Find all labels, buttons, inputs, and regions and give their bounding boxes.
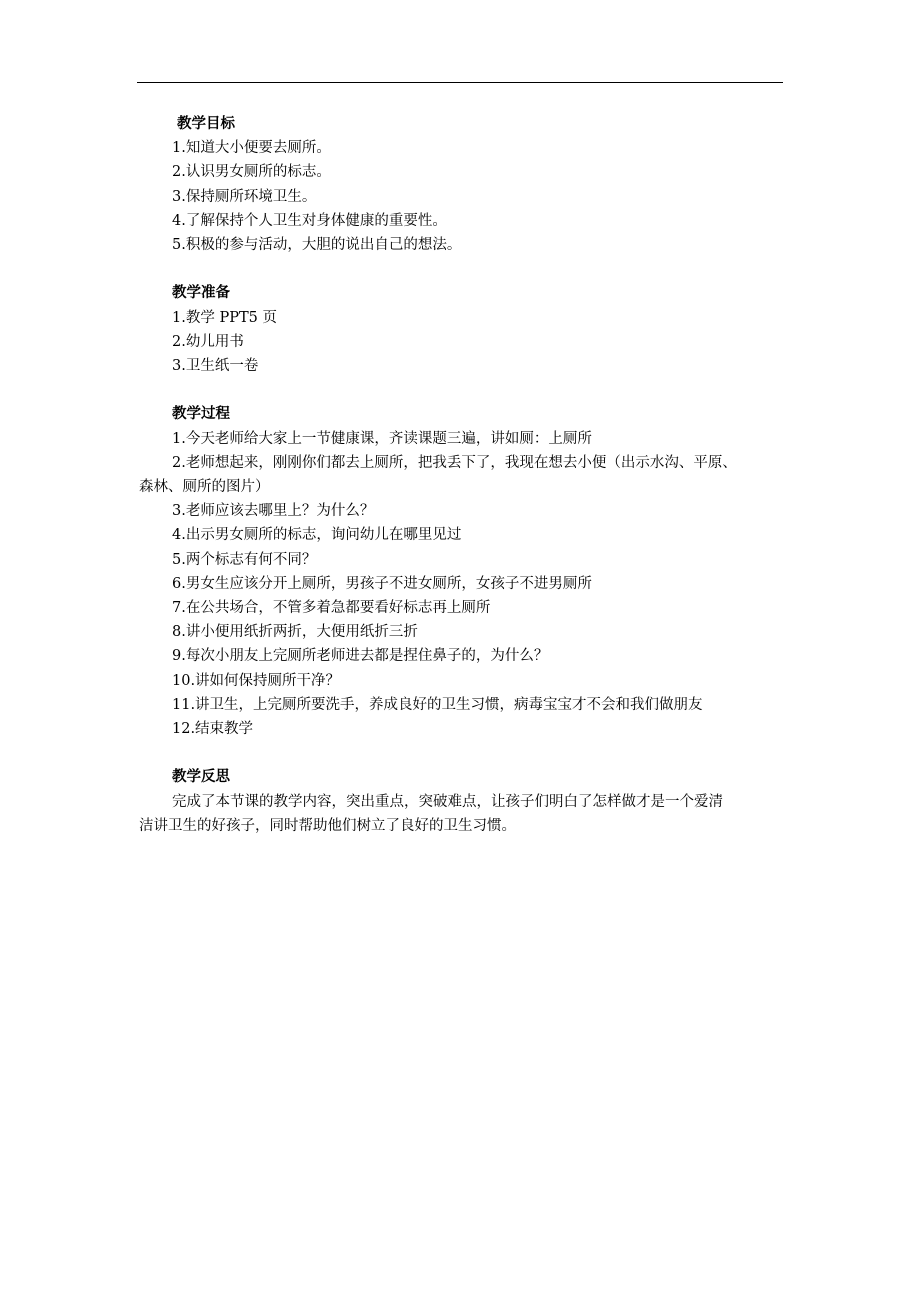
list-item: 5.积极的参与活动，大胆的说出自己的想法。 bbox=[172, 237, 462, 254]
list-item: 8.讲小便用纸折两折，大便用纸折三折 bbox=[172, 624, 418, 641]
list-item: 11.讲卫生，上完厕所要洗手，养成良好的卫生习惯，病毒宝宝才不会和我们做朋友 bbox=[172, 696, 703, 713]
section-heading: 教学反思 bbox=[172, 769, 230, 786]
list-item: 12.结束教学 bbox=[172, 721, 254, 738]
paragraph-line: 完成了本节课的教学内容，突出重点，突破难点，让孩子们明白了怎样做才是一个爱清 bbox=[172, 793, 723, 810]
list-item: 10.讲如何保持厕所干净？ bbox=[172, 672, 341, 689]
list-item: 7.在公共场合，不管多着急都要看好标志再上厕所 bbox=[172, 600, 491, 617]
paragraph-line: 洁讲卫生的好孩子，同时帮助他们树立了良好的卫生习惯。 bbox=[139, 817, 516, 834]
section-reflection bbox=[139, 765, 779, 838]
list-item: 3.老师应该去哪里上？为什么？ bbox=[172, 503, 375, 520]
list-item: 9.每次小朋友上完厕所老师进去都是捏住鼻子的，为什么？ bbox=[172, 648, 549, 665]
section-heading: 教学过程 bbox=[172, 406, 230, 423]
list-item: 3.保持厕所环境卫生。 bbox=[172, 188, 317, 205]
list-item-continuation: 森林、厕所的图片） bbox=[139, 479, 270, 496]
document-body bbox=[139, 112, 779, 862]
section-heading: 教学目标 bbox=[177, 116, 235, 132]
list-item: 6.男女生应该分开上厕所，男孩子不进女厕所，女孩子不进男厕所 bbox=[172, 575, 592, 592]
list-item: 4.了解保持个人卫生对身体健康的重要性。 bbox=[172, 212, 447, 229]
section-preparation bbox=[139, 281, 779, 378]
list-item: 1.今天老师给大家上一节健康课，齐读课题三遍，讲如厕：上厕所 bbox=[172, 430, 592, 447]
header-rule bbox=[137, 82, 783, 83]
list-item: 4.出示男女厕所的标志，询问幼儿在哪里见过 bbox=[172, 527, 462, 544]
list-item: 2.老师想起来，刚刚你们都去上厕所，把我丢下了，我现在想去小便（出示水沟、平原、 bbox=[172, 454, 737, 471]
list-item: 2.认识男女厕所的标志。 bbox=[172, 164, 331, 181]
section-heading: 教学准备 bbox=[172, 285, 230, 302]
list-item: 1.教学 PPT5 页 bbox=[172, 309, 277, 326]
list-item: 1.知道大小便要去厕所。 bbox=[172, 140, 331, 157]
list-item: 2.幼儿用书 bbox=[172, 333, 244, 350]
section-objectives bbox=[139, 112, 779, 257]
list-item: 5.两个标志有何不同？ bbox=[172, 551, 317, 568]
list-item: 3.卫生纸一卷 bbox=[172, 358, 259, 375]
section-process bbox=[139, 402, 779, 741]
